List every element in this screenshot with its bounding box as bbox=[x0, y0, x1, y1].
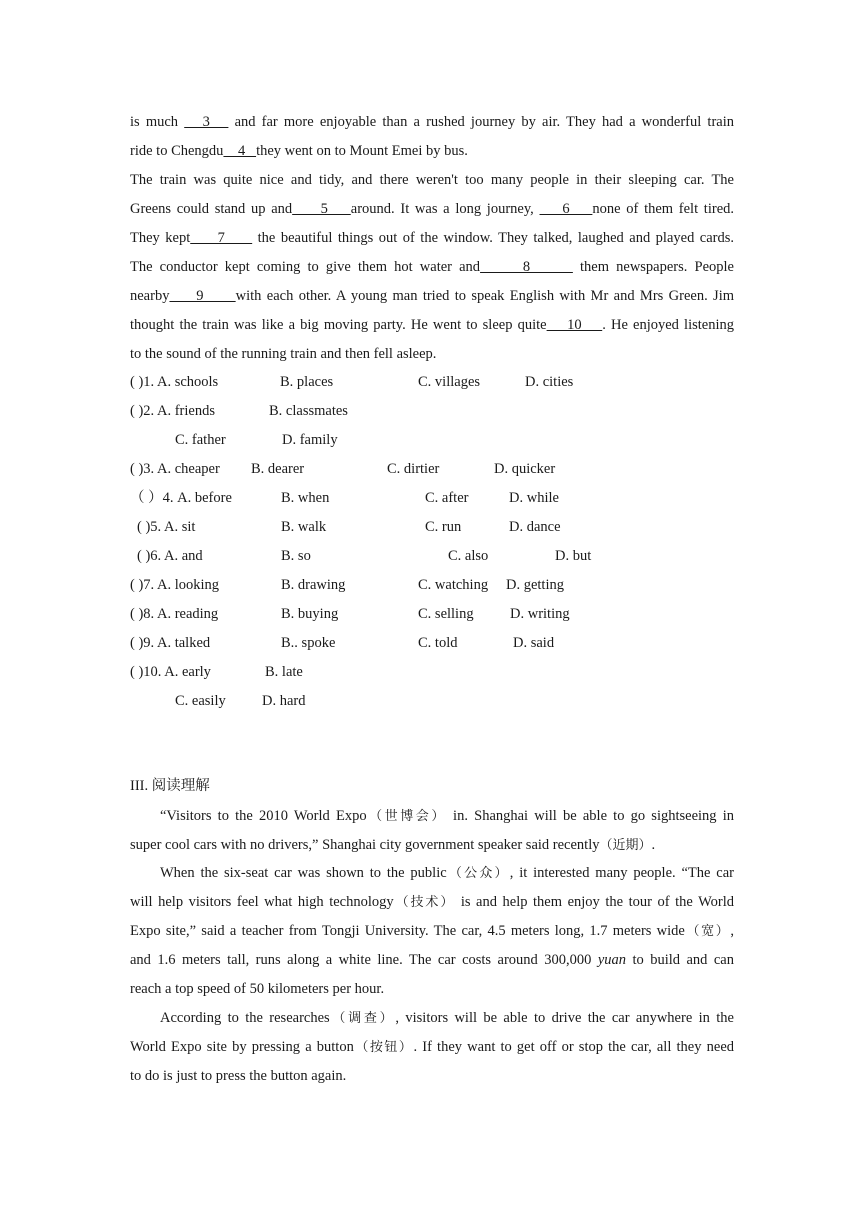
question-9-option-b: B.. spoke bbox=[281, 635, 336, 651]
question-9-option-c: C. told bbox=[418, 635, 458, 651]
question-3-option-c: C. dirtier bbox=[387, 461, 440, 477]
question-10-option-a: ( )10. A. early bbox=[130, 664, 211, 680]
question-6 bbox=[130, 542, 750, 571]
cloze-line-7: nearby 9 with each other. A young man tried to speak English with Mr and Mrs Green. Jim bbox=[130, 288, 735, 304]
question-10-option-c: C. easily bbox=[175, 693, 226, 709]
question-1 bbox=[130, 368, 750, 397]
question-9-option-d: D. said bbox=[513, 635, 555, 651]
question-7-option-a: ( )7. A. looking bbox=[130, 577, 220, 593]
cloze-passage bbox=[130, 108, 734, 369]
question-10-continued bbox=[130, 687, 750, 716]
blank-6: 6 bbox=[539, 201, 593, 217]
question-1-option-c: C. villages bbox=[418, 374, 481, 390]
question-2-continued bbox=[130, 426, 750, 455]
reading-paragraph-1 bbox=[130, 802, 734, 860]
question-1-option-a: ( )1. A. schools bbox=[130, 374, 219, 390]
question-4-option-b: B. when bbox=[281, 490, 330, 506]
question-2-option-a: ( )2. A. friends bbox=[130, 403, 215, 419]
blank-5: 5 bbox=[292, 201, 351, 217]
question-5 bbox=[130, 513, 750, 542]
question-8-option-b: B. buying bbox=[281, 606, 339, 622]
cloze-line-9: to the sound of the running train and then fell asleep. bbox=[130, 346, 437, 362]
question-10-option-d: D. hard bbox=[262, 693, 306, 709]
question-8-option-d: D. writing bbox=[510, 606, 570, 622]
question-6-option-b: B. so bbox=[281, 548, 311, 564]
question-6-option-d: D. but bbox=[555, 548, 592, 564]
reading-line: to do is just to press the button again. bbox=[130, 1068, 347, 1084]
question-2-option-d: D. family bbox=[282, 432, 338, 448]
question-9-option-a: ( )9. A. talked bbox=[130, 635, 211, 651]
question-7 bbox=[130, 571, 750, 600]
cloze-line-6: The conductor kept coming to give them hot water and 8 them newspapers. People bbox=[130, 259, 734, 275]
reading-line: World Expo site by pressing a button（按钮）. If they want to get off or stop the car, all they need bbox=[130, 1039, 734, 1055]
question-2-option-b: B. classmates bbox=[269, 403, 348, 419]
question-9 bbox=[130, 629, 750, 658]
cloze-line-4: Greens could stand up and 5 around. It was a long journey, 6 none of them felt tired. bbox=[130, 201, 735, 217]
question-4-option-d: D. while bbox=[509, 490, 559, 506]
question-5-option-b: B. walk bbox=[281, 519, 327, 535]
blank-3: 3 bbox=[184, 114, 229, 130]
section-title: III. 阅读理解 bbox=[130, 778, 210, 794]
question-2-option-c: C. father bbox=[175, 432, 226, 448]
question-7-option-c: C. watching bbox=[418, 577, 489, 593]
question-10-option-b: B. late bbox=[265, 664, 303, 680]
question-3-option-d: D. quicker bbox=[494, 461, 556, 477]
reading-line: super cool cars with no drivers,” Shanghai city government speaker said recently（近期）. bbox=[130, 837, 656, 853]
reading-paragraph-2 bbox=[130, 859, 734, 1004]
question-7-option-b: B. drawing bbox=[281, 577, 346, 593]
question-3 bbox=[130, 455, 750, 484]
cloze-line-2: ride to Chengdu 4 they went on to Mount Emei by bus. bbox=[130, 143, 468, 159]
question-10 bbox=[130, 658, 750, 687]
question-5-option-c: C. run bbox=[425, 519, 462, 535]
blank-9: 9 bbox=[169, 288, 236, 304]
blank-10: 10 bbox=[546, 317, 603, 333]
reading-line: Expo site,” said a teacher from Tongji University. The car, 4.5 meters long, 1.7 meters wide（宽）, bbox=[130, 923, 734, 939]
reading-line: and 1.6 meters tall, runs along a white line. The car costs around 300,000 yuan to build and can bbox=[130, 952, 734, 968]
blank-7: 7 bbox=[190, 230, 253, 246]
reading-line: According to the researches（调查）, visitors will be able to drive the car anywhere in the bbox=[160, 1010, 734, 1026]
question-8-option-c: C. selling bbox=[418, 606, 474, 622]
question-8 bbox=[130, 600, 750, 629]
reading-line: “Visitors to the 2010 World Expo（世博会） in. Shanghai will be able to go sightseeing in bbox=[160, 808, 734, 824]
question-1-option-d: D. cities bbox=[525, 374, 574, 390]
question-3-option-b: B. dearer bbox=[251, 461, 305, 477]
question-6-option-c: C. also bbox=[448, 548, 489, 564]
reading-line: reach a top speed of 50 kilometers per hour. bbox=[130, 981, 385, 997]
question-4-option-c: C. after bbox=[425, 490, 469, 506]
question-7-option-d: D. getting bbox=[506, 577, 564, 593]
cloze-line-5: They kept 7 the beautiful things out of the window. They talked, laughed and played cards. bbox=[130, 230, 735, 246]
reading-line: When the six-seat car was shown to the public（公众）, it interested many people. “The car bbox=[160, 865, 734, 881]
question-6-option-a: ( )6. A. and bbox=[137, 548, 203, 564]
question-8-option-a: ( )8. A. reading bbox=[130, 606, 219, 622]
question-5-option-a: ( )5. A. sit bbox=[137, 519, 196, 535]
blank-8: 8 bbox=[480, 259, 573, 275]
question-1-option-b: B. places bbox=[280, 374, 334, 390]
question-4-option-a: （ ）4. A. before bbox=[130, 490, 232, 506]
question-3-option-a: ( )3. A. cheaper bbox=[130, 461, 220, 477]
reading-line: will help visitors feel what high technology（技术） is and help them enjoy the tour of the World bbox=[130, 894, 735, 910]
question-4 bbox=[130, 484, 750, 513]
cloze-line-8: thought the train was like a big moving party. He went to sleep quite 10 . He enjoyed listening bbox=[130, 317, 734, 333]
question-5-option-d: D. dance bbox=[509, 519, 561, 535]
reading-paragraph-3 bbox=[130, 1004, 734, 1091]
cloze-line-1: is much 3 and far more enjoyable than a rushed journey by air. They had a wonderful train bbox=[130, 114, 734, 130]
question-2 bbox=[130, 397, 750, 426]
blank-4: 4 bbox=[223, 143, 257, 159]
cloze-line-3: The train was quite nice and tidy, and there weren't too many people in their sleeping car. The bbox=[130, 172, 734, 188]
